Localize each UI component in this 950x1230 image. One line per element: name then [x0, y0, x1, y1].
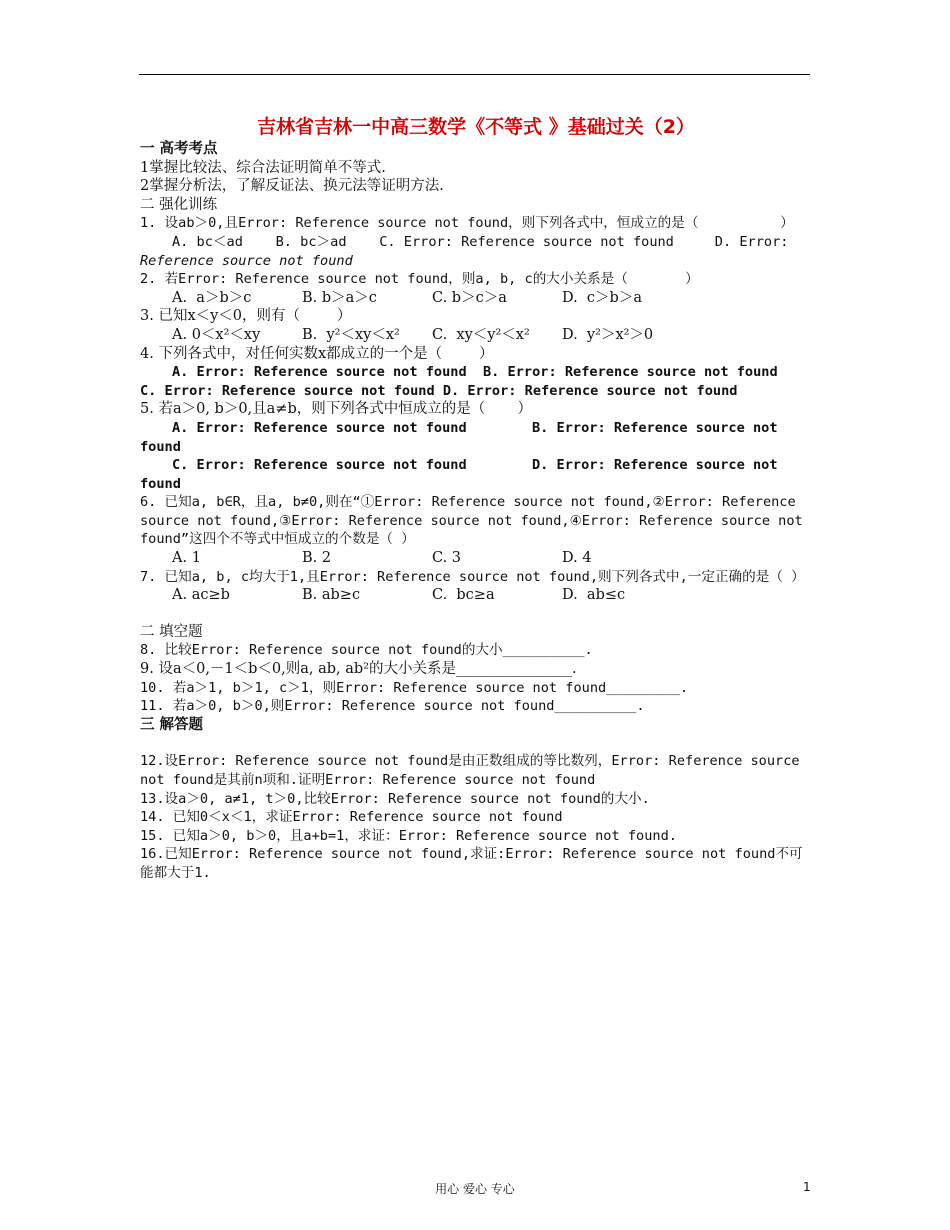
question-9: 9. 设a＜0,－1＜b＜0,则a, ab, ab²的大小关系是________________. [140, 661, 577, 678]
section-heading-fill-in: 二 填空题 [140, 623, 203, 640]
page-number: 1 [803, 1180, 811, 1194]
question-6: 6. 已知a, b∈R，且a, b≠0,则在“①Error: Reference source not found,②Error: Reference source not found,③Error: Reference source not found,④Error: Reference source not found”这四个不等式中恒成立的个数是（ ） [140, 494, 803, 548]
question-3: 3. 已知x＜y＜0，则有（ ） [140, 308, 352, 325]
spacer [140, 734, 812, 752]
option-c: C. 3 [432, 550, 462, 567]
question-5-options-row-2 [140, 456, 812, 475]
option-c: C. bc≥a [432, 587, 495, 604]
question-1: 1. 设ab＞0,且Error: Reference source not found，则下列各式中，恒成立的是（ ） [140, 215, 794, 232]
question-7: 7. 已知a, b, c均大于1,且Error: Reference source not found,则下列各式中,一定正确的是（ ） [140, 568, 805, 585]
option-c: C. Error: Reference source not found [172, 457, 467, 474]
question-1-options-cont: Reference source not found [140, 252, 353, 269]
option-a: A. 1 [172, 550, 201, 567]
option-b: B. Error: Reference source not [532, 419, 778, 436]
option-d: D. y²＞x²＞0 [562, 326, 654, 343]
option-a: A. Error: Reference source not found [172, 419, 467, 436]
exam-point-1: 1掌握比较法、综合法证明简单不等式. [140, 159, 386, 176]
document-title: 吉林省吉林一中高三数学《不等式 》基础过关（2） [257, 116, 695, 138]
question-8: 8. 比较Error: Reference source not found的大小__________. [140, 642, 593, 659]
question-4: 4. 下列各式中，对任何实数x都成立的一个是（ ） [140, 345, 494, 362]
question-3-options [140, 326, 812, 345]
section-heading-exam-points: 一 高考考点 [140, 141, 218, 157]
question-11: 11. 若a＞0, b＞0,则Error: Reference source not found__________. [140, 698, 645, 715]
option-c: C. b＞c＞a [432, 289, 507, 306]
question-14: 14. 已知0＜x＜1，求证Error: Reference source not found [140, 809, 563, 826]
question-2: 2. 若Error: Reference source not found，则a, b, c的大小关系是（ ） [140, 271, 699, 288]
question-13: 13.设a＞0, a≠1, t＞0,比较Error: Reference source not found的大小. [140, 790, 650, 807]
question-12: 12.设Error: Reference source not found是由正数组成的等比数列，Error: Reference source not found是其前n项和.证明Error: Reference source not found [140, 753, 800, 788]
option-d: D. Error: Reference source not [532, 457, 778, 474]
option-b: B. y²＜xy＜x² [302, 326, 400, 343]
question-4-options-row-2: C. Error: Reference source not found D. Error: Reference source not found [140, 382, 738, 399]
question-6-options [140, 549, 812, 568]
page-footer: 用心 爱心 专心 [435, 1182, 515, 1196]
section-heading-training: 二 强化训练 [140, 196, 218, 213]
option-a: A. a＞b＞c [172, 289, 252, 306]
question-5: 5. 若a＞0, b＞0,且a≠b，则下列各式中恒成立的是（ ） [140, 401, 532, 418]
question-15: 15. 已知a＞0, b＞0，且a+b=1，求证：Error: Reference source not found. [140, 827, 677, 844]
question-7-options [140, 586, 812, 605]
option-b-cont: found [140, 438, 181, 455]
spacer [140, 605, 812, 623]
option-d-cont: found [140, 475, 181, 492]
exam-point-2: 2掌握分析法，了解反证法、换元法等证明方法. [140, 178, 444, 195]
header-rule [139, 74, 810, 75]
option-a: A. 0＜x²＜xy [172, 326, 261, 343]
question-16: 16.已知Error: Reference source not found,求证:Error: Reference source not found不可能都大于1. [140, 846, 803, 881]
option-a: A. ac≥b [172, 587, 230, 604]
option-d: D. ab≤c [562, 587, 626, 604]
question-1-options: A. bc＜ad B. bc＞ad C. Error: Reference source not found D. Error: [172, 233, 789, 250]
question-4-options-row-1: A. Error: Reference source not found B. Error: Reference source not found [172, 364, 778, 381]
option-b: B. 2 [302, 550, 332, 567]
question-10: 10. 若a＞1, b＞1, c＞1，则Error: Reference source not found_________. [140, 679, 689, 696]
option-c: C. xy＜y²＜x² [432, 326, 530, 343]
question-2-options [140, 289, 812, 308]
document-body [140, 114, 812, 883]
section-heading-answers: 三 解答题 [140, 716, 204, 733]
question-5-options-row-1 [140, 419, 812, 438]
option-b: B. ab≥c [302, 587, 361, 604]
option-d: D. c＞b＞a [562, 289, 642, 306]
option-d: D. 4 [562, 550, 592, 567]
option-b: B. b＞a＞c [302, 289, 377, 306]
